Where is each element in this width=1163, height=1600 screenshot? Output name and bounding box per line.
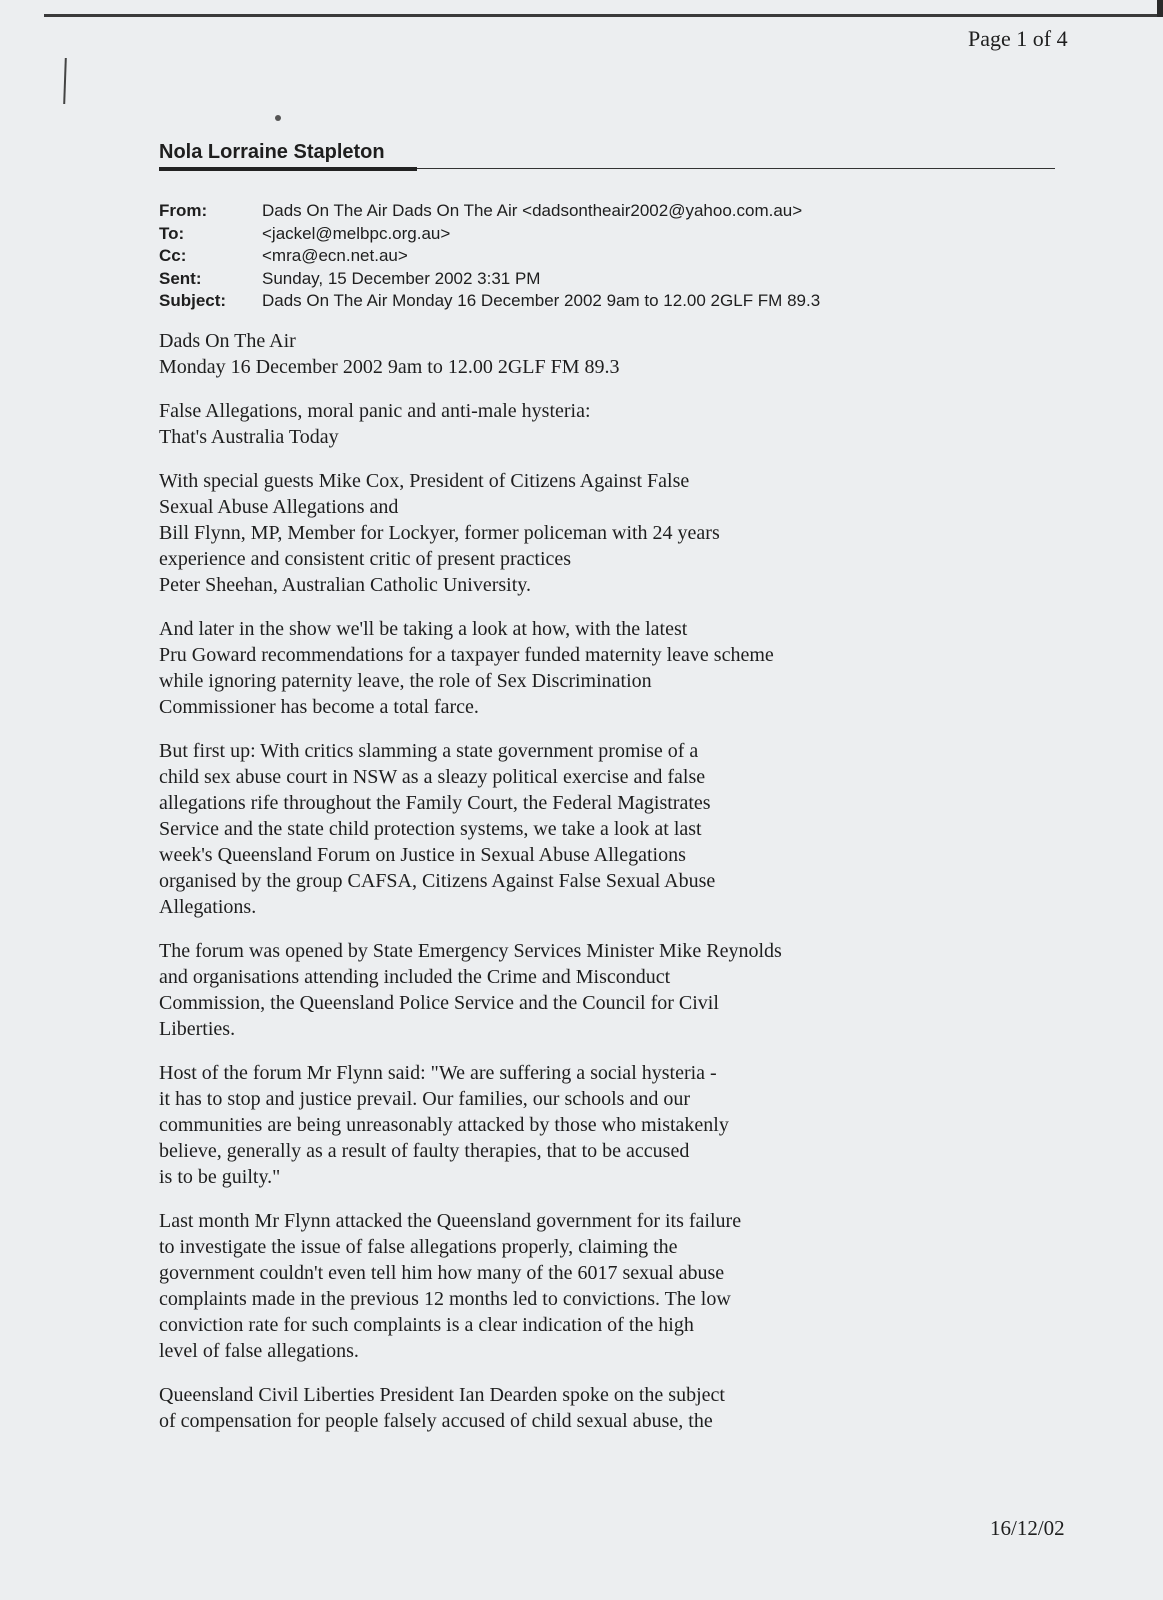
header-row-subject — [159, 290, 820, 313]
body-line: and organisations attending included the Crime and Misconduct — [159, 966, 671, 988]
body-line: False Allegations, moral panic and anti-male hysteria: — [159, 400, 591, 422]
body-paragraph — [159, 1382, 1039, 1434]
top-scan-rule — [44, 14, 1163, 17]
body-line: Commissioner has become a total farce. — [159, 696, 479, 718]
body-line: And later in the show we'll be taking a look at how, with the latest — [159, 618, 688, 640]
body-line: Pru Goward recommendations for a taxpayer funded maternity leave scheme — [159, 644, 774, 666]
body-line: organised by the group CAFSA, Citizens Against False Sexual Abuse — [159, 870, 716, 892]
body-paragraph — [159, 1060, 1039, 1190]
body-line: Peter Sheehan, Australian Catholic University. — [159, 574, 531, 596]
body-paragraph — [159, 398, 1039, 450]
body-line: Service and the state child protection systems, we take a look at last — [159, 818, 702, 840]
sender-underline-bold — [159, 167, 417, 171]
body-paragraph — [159, 738, 1039, 920]
header-row-sent — [159, 268, 820, 291]
body-line: Host of the forum Mr Flynn said: "We are suffering a social hysteria - — [159, 1062, 717, 1084]
body-line: week's Queensland Forum on Justice in Sexual Abuse Allegations — [159, 844, 686, 866]
email-body — [159, 328, 1039, 1452]
footer-date: 16/12/02 — [990, 1516, 1065, 1540]
header-value: Sunday, 15 December 2002 3:31 PM — [262, 268, 541, 288]
body-line: Liberties. — [159, 1018, 236, 1040]
body-line: Queensland Civil Liberties President Ian Dearden spoke on the subject — [159, 1384, 725, 1406]
body-line: child sex abuse court in NSW as a sleazy political exercise and false — [159, 766, 706, 788]
header-row-to — [159, 223, 820, 246]
body-line: is to be guilty." — [159, 1166, 281, 1188]
scan-speck — [275, 115, 281, 121]
page-number: Page 1 of 4 — [968, 26, 1068, 51]
body-line: complaints made in the previous 12 months led to convictions. The low — [159, 1288, 731, 1310]
sender-name: Nola Lorraine Stapleton — [159, 141, 385, 163]
header-label: To: — [159, 223, 185, 243]
body-line: it has to stop and justice prevail. Our families, our schools and our — [159, 1088, 691, 1110]
body-line: experience and consistent critic of present practices — [159, 548, 572, 570]
body-line: communities are being unreasonably attacked by those who mistakenly — [159, 1114, 729, 1136]
body-line: government couldn't even tell him how many of the 6017 sexual abuse — [159, 1262, 725, 1284]
body-line: allegations rife throughout the Family Court, the Federal Magistrates — [159, 792, 711, 814]
body-line: Monday 16 December 2002 9am to 12.00 2GLF FM 89.3 — [159, 356, 620, 378]
header-row-from — [159, 200, 820, 223]
body-paragraph — [159, 938, 1039, 1042]
body-line: That's Australia Today — [159, 426, 339, 448]
header-label: Cc: — [159, 246, 187, 265]
body-line: Bill Flynn, MP, Member for Lockyer, former policeman with 24 years — [159, 522, 720, 544]
margin-pen-mark — [63, 58, 67, 104]
body-line: Dads On The Air — [159, 330, 296, 352]
header-label: Sent: — [159, 268, 202, 288]
body-line: Last month Mr Flynn attacked the Queensland government for its failure — [159, 1210, 742, 1232]
body-paragraph — [159, 468, 1039, 598]
email-headers — [159, 200, 820, 313]
body-paragraph — [159, 1208, 1039, 1364]
corner-scan-mark — [1157, 0, 1163, 17]
body-line: The forum was opened by State Emergency Services Minister Mike Reynolds — [159, 940, 782, 962]
body-line: while ignoring paternity leave, the role of Sex Discrimination — [159, 670, 652, 692]
body-paragraph — [159, 328, 1039, 380]
body-line: believe, generally as a result of faulty therapies, that to be accused — [159, 1140, 690, 1162]
body-line: With special guests Mike Cox, President of Citizens Against False — [159, 470, 690, 492]
body-line: Allegations. — [159, 896, 257, 918]
body-line: of compensation for people falsely accused of child sexual abuse, the — [159, 1410, 713, 1432]
header-value: <jackel@melbpc.org.au> — [262, 223, 451, 243]
header-label: Subject: — [159, 291, 227, 310]
body-line: conviction rate for such complaints is a clear indication of the high — [159, 1314, 694, 1336]
body-line: to investigate the issue of false allegations properly, claiming the — [159, 1236, 678, 1258]
body-line: Sexual Abuse Allegations and — [159, 496, 399, 518]
body-line: level of false allegations. — [159, 1340, 359, 1362]
header-value: <mra@ecn.net.au> — [262, 246, 408, 265]
body-paragraph — [159, 616, 1039, 720]
header-label: From: — [159, 201, 208, 220]
body-line: Commission, the Queensland Police Service and the Council for Civil — [159, 992, 719, 1014]
header-row-cc — [159, 245, 820, 268]
header-value: Dads On The Air Dads On The Air <dadsontheair2002@yahoo.com.au> — [262, 201, 803, 220]
header-value: Dads On The Air Monday 16 December 2002 9am to 12.00 2GLF FM 89.3 — [262, 291, 821, 310]
body-line: But first up: With critics slamming a state government promise of a — [159, 740, 699, 762]
